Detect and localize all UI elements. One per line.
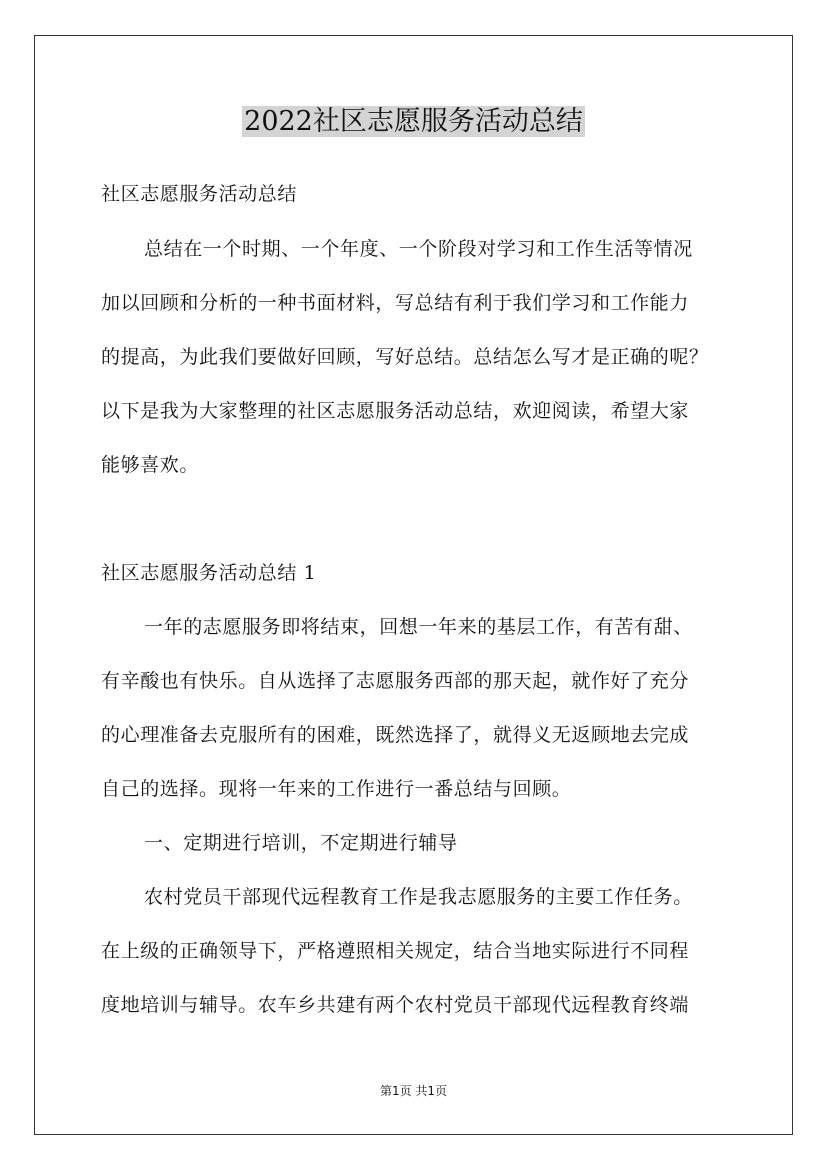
intro-line: 总结在一个时期、一个年度、一个阶段对学习和工作生活等情况 xyxy=(144,238,693,260)
intro-line: 能够喜欢。 xyxy=(101,454,200,476)
document-subtitle: 社区志愿服务活动总结 xyxy=(101,183,298,205)
intro-line: 的提高，为此我们要做好回顾，写好总结。总结怎么写才是正确的呢？ xyxy=(101,346,709,368)
section-line: 有辛酸也有快乐。自从选择了志愿服务西部的那天起，就作好了充分 xyxy=(101,670,690,692)
document-title: 2022社区志愿服务活动总结 xyxy=(244,106,583,137)
section-heading: 社区志愿服务活动总结 1 xyxy=(101,562,317,584)
subheading: 一、定期进行培训，不定期进行辅导 xyxy=(144,832,458,854)
body-line: 农村党员干部现代远程教育工作是我志愿服务的主要工作任务。 xyxy=(144,886,693,908)
section-line: 的心理准备去克服所有的困难，既然选择了，就得义无返顾地去完成 xyxy=(101,724,690,746)
page-footer: 第1页 共1页 xyxy=(379,1084,448,1098)
section-line: 自己的选择。现将一年来的工作进行一番总结与回顾。 xyxy=(101,778,572,800)
intro-line: 加以回顾和分析的一种书面材料，写总结有利于我们学习和工作能力 xyxy=(101,292,690,314)
body-line: 在上级的正确领导下，严格遵照相关规定，结合当地实际进行不同程 xyxy=(101,940,690,962)
body-line: 度地培训与辅导。农车乡共建有两个农村党员干部现代远程教育终端 xyxy=(101,994,690,1016)
intro-line: 以下是我为大家整理的社区志愿服务活动总结，欢迎阅读，希望大家 xyxy=(101,400,690,422)
section-line: 一年的志愿服务即将结束，回想一年来的基层工作，有苦有甜、 xyxy=(144,616,693,638)
